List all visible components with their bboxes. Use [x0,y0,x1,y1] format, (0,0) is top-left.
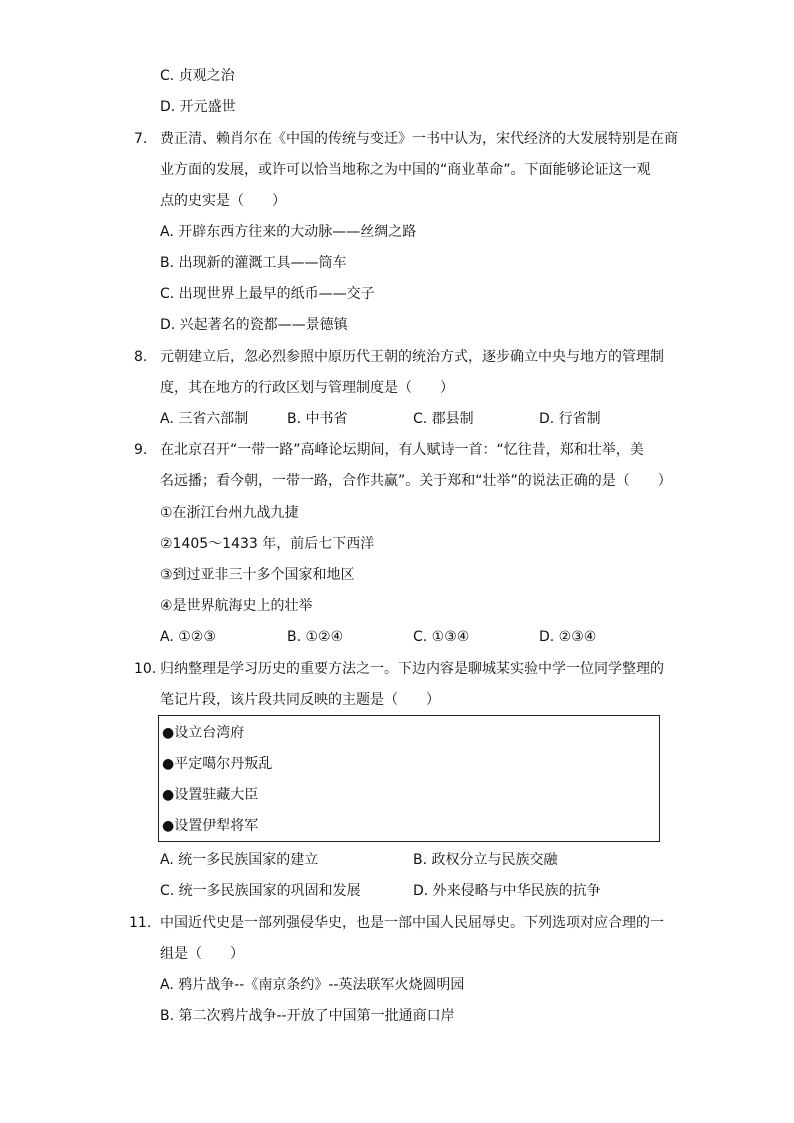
question-7-number: 7. [134,131,148,147]
question-7-text: 费正清、赖肖尔在《中国的传统与变迁》一书中认为，宋代经济的大发展特别是在商 [160,131,678,147]
question-9-option-d: D. ②③④ [539,629,597,645]
question-11-text: 组是（ ） [160,946,244,962]
question-11-option-b: B. 第二次鸦片战争--开放了中国第一批通商口岸 [160,1008,455,1024]
question-8-text: 度，其在地方的行政区划与管理制度是（ ） [160,380,454,396]
question-8-option-d: D. 行省制 [539,411,601,427]
question-9-item: ④是世界航海史上的壮举 [160,598,313,614]
question-7-option-c: C. 出现世界上最早的纸币——交子 [160,286,375,302]
notes-item: ●平定噶尔丹叛乱 [162,756,273,772]
question-11-number: 11. [129,915,152,931]
question-9-item: ①在浙江台州九战九捷 [160,505,299,521]
question-11-text: 中国近代史是一部列强侵华史，也是一部中国人民屈辱史。下列选项对应合理的一 [160,915,664,931]
question-7-text: 业方面的发展，或许可以恰当地称之为中国的“商业革命”。下面能够论证这一观 [160,162,651,178]
question-8-option-a: A. 三省六部制 [160,411,249,427]
notes-item: ●设置驻藏大臣 [162,787,259,803]
question-10-option-a: A. 统一多民族国家的建立 [160,852,319,868]
question-7-option-b: B. 出现新的灌溉工具——筒车 [160,255,347,271]
question-8-text: 元朝建立后，忽必烈参照中原历代王朝的统治方式，逐步确立中央与地方的管理制 [160,349,664,365]
notes-item: ●设置伊犁将军 [162,818,259,834]
question-8-number: 8. [134,349,148,365]
question-10-text: 归纳整理是学习历史的重要方法之一。下边内容是聊城某实验中学一位同学整理的 [160,661,664,677]
question-11-option-a: A. 鸦片战争--《南京条约》--英法联军火烧圆明园 [160,977,465,993]
question-8-option-c: C. 郡县制 [413,411,474,427]
question-10-option-d: D. 外来侵略与中华民族的抗争 [413,883,601,899]
question-10-option-c: C. 统一多民族国家的巩固和发展 [160,883,361,899]
prev-option-d: D. 开元盛世 [160,99,236,115]
question-8-option-b: B. 中书省 [287,411,348,427]
question-10-number: 10. [134,661,157,677]
question-9-option-a: A. ①②③ [160,629,216,645]
notes-item: ●设立台湾府 [162,725,245,741]
question-10-text: 笔记片段，该片段共同反映的主题是（ ） [160,692,440,708]
question-9-option-c: C. ①③④ [413,629,470,645]
question-7-text: 点的史实是（ ） [160,193,286,209]
question-9-text: 在北京召开“一带一路”高峰论坛期间，有人赋诗一首：“忆往昔，郑和壮举，美 [160,442,644,458]
question-9-item: ②1405～1433 年，前后七下西洋 [160,536,375,552]
question-7-option-d: D. 兴起著名的瓷都——景德镇 [160,317,348,333]
question-9-option-b: B. ①②④ [287,629,344,645]
question-9-item: ③到过亚非三十多个国家和地区 [160,567,355,583]
question-9-number: 9. [134,442,148,458]
question-7-option-a: A. 开辟东西方往来的大动脉——丝绸之路 [160,224,417,240]
prev-option-c: C. 贞观之治 [160,68,235,84]
question-10-option-b: B. 政权分立与民族交融 [413,852,558,868]
question-9-text: 名远播；看今朝，一带一路，合作共赢”。关于郑和“壮举”的说法正确的是（ ） [160,473,672,489]
